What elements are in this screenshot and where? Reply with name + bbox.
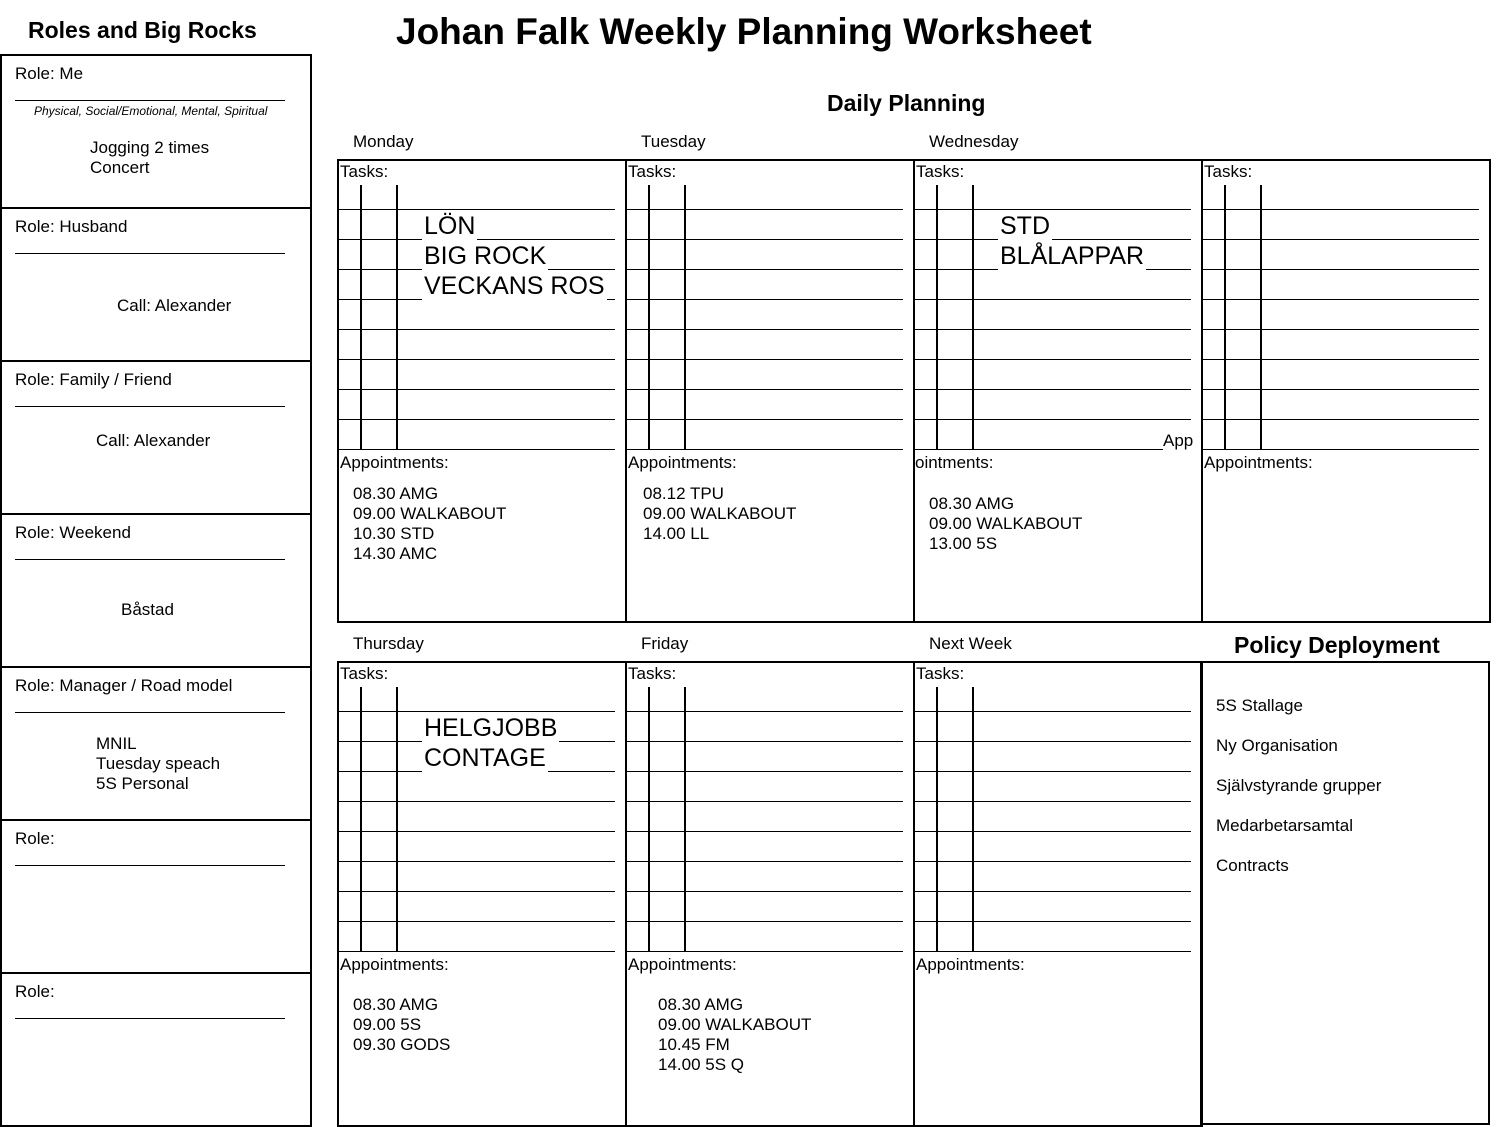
task-line bbox=[915, 741, 1191, 742]
role-label: Role: Family / Friend bbox=[15, 370, 172, 389]
day-box bbox=[913, 661, 1203, 1127]
appointments-list bbox=[929, 494, 1082, 554]
day-name: Thursday bbox=[353, 634, 424, 653]
tasks-label: Tasks: bbox=[340, 664, 389, 683]
task-priority-divider bbox=[936, 185, 938, 449]
task-priority-divider bbox=[360, 687, 362, 951]
task-line bbox=[339, 711, 615, 712]
task-priority-divider bbox=[684, 185, 686, 449]
task-line bbox=[1203, 239, 1479, 240]
role-items bbox=[90, 138, 209, 178]
task-line bbox=[1203, 419, 1479, 420]
appointments-label: Appointments: bbox=[1204, 453, 1313, 472]
task-line bbox=[627, 861, 903, 862]
task-item: CONTAGE bbox=[424, 744, 546, 772]
task-line bbox=[339, 359, 615, 360]
role-item: Call: Alexander bbox=[96, 431, 211, 450]
task-item: BIG ROCK bbox=[424, 242, 547, 270]
tasks-label: Tasks: bbox=[916, 162, 965, 181]
appointments-label: Appointments: bbox=[340, 453, 449, 472]
role-label: Role: Manager / Road model bbox=[15, 676, 233, 695]
task-line bbox=[1203, 359, 1479, 360]
task-priority-divider bbox=[1224, 185, 1226, 449]
appointment-item: 09.00 WALKABOUT bbox=[643, 504, 797, 523]
role-underline bbox=[15, 712, 285, 713]
day-name: Friday bbox=[641, 634, 689, 653]
appointment-item: 08.30 AMG bbox=[353, 995, 439, 1014]
role-item: Jogging 2 times bbox=[90, 138, 210, 157]
task-line bbox=[915, 801, 1191, 802]
role-label: Role: bbox=[15, 829, 55, 848]
appointments-list bbox=[353, 484, 506, 564]
task-line bbox=[915, 891, 1191, 892]
appointment-item: 09.30 GODS bbox=[353, 1035, 451, 1054]
appointments-label-fragment: App bbox=[1163, 431, 1194, 450]
appointment-item: 08.30 AMG bbox=[353, 484, 439, 503]
task-line bbox=[339, 891, 615, 892]
tasks-label: Tasks: bbox=[1204, 162, 1253, 181]
day-box bbox=[1201, 159, 1491, 623]
task-line bbox=[339, 861, 615, 862]
task-line bbox=[627, 951, 903, 952]
appointments-label: ointments: bbox=[915, 453, 994, 472]
tasks-label: Tasks: bbox=[628, 664, 677, 683]
policy-item: 5S Stallage bbox=[1216, 696, 1303, 715]
appointments-label: Appointments: bbox=[628, 453, 737, 472]
task-line bbox=[339, 449, 615, 450]
page-title: Johan Falk Weekly Planning Worksheet bbox=[396, 11, 1092, 52]
task-line bbox=[339, 209, 615, 210]
appointments-label: Appointments: bbox=[340, 955, 449, 974]
task-line bbox=[627, 239, 903, 240]
appointment-item: 09.00 5S bbox=[353, 1015, 422, 1034]
task-line bbox=[627, 209, 903, 210]
task-item: LÖN bbox=[424, 212, 476, 240]
task-line bbox=[1203, 299, 1479, 300]
role-item: Call: Alexander bbox=[117, 296, 232, 315]
appointment-item: 10.45 FM bbox=[658, 1035, 730, 1054]
role-items bbox=[96, 734, 220, 794]
task-line bbox=[915, 389, 1191, 390]
appointments-label: Appointments: bbox=[628, 955, 737, 974]
task-priority-divider bbox=[396, 687, 398, 951]
role-item: Tuesday speach bbox=[96, 754, 221, 773]
task-priority-divider bbox=[936, 687, 938, 951]
task-line bbox=[627, 359, 903, 360]
appointments-list bbox=[353, 995, 450, 1055]
task-line bbox=[339, 801, 615, 802]
day-name: Monday bbox=[353, 132, 414, 151]
task-priority-divider bbox=[648, 185, 650, 449]
appointment-item: 09.00 WALKABOUT bbox=[353, 504, 507, 523]
role-underline bbox=[15, 865, 285, 866]
role-label: Role: bbox=[15, 982, 55, 1001]
task-line bbox=[627, 711, 903, 712]
policy-item: Medarbetarsamtal bbox=[1216, 816, 1354, 835]
appointment-item: 09.00 WALKABOUT bbox=[929, 514, 1083, 533]
task-line bbox=[339, 419, 615, 420]
task-line bbox=[915, 921, 1191, 922]
task-line bbox=[915, 449, 1191, 450]
task-line bbox=[915, 329, 1191, 330]
appointment-item: 14.00 5S Q bbox=[658, 1055, 745, 1074]
task-line bbox=[627, 419, 903, 420]
task-line bbox=[627, 771, 903, 772]
appointments-label: Appointments: bbox=[916, 955, 1025, 974]
role-item: 5S Personal bbox=[96, 774, 189, 793]
policy-deployment-heading: Policy Deployment bbox=[1234, 632, 1440, 658]
role-item: Båstad bbox=[121, 600, 174, 619]
task-priority-divider bbox=[684, 687, 686, 951]
task-item: STD bbox=[1000, 212, 1050, 240]
task-priority-divider bbox=[1260, 185, 1262, 449]
task-line bbox=[915, 299, 1191, 300]
task-priority-divider bbox=[396, 185, 398, 449]
task-line bbox=[339, 389, 615, 390]
role-items bbox=[117, 296, 231, 316]
tasks-label: Tasks: bbox=[628, 162, 677, 181]
task-line bbox=[915, 239, 1191, 240]
role-item: Concert bbox=[90, 158, 150, 177]
task-line bbox=[627, 269, 903, 270]
role-underline bbox=[15, 100, 285, 101]
task-line bbox=[627, 299, 903, 300]
appointment-item: 13.00 5S bbox=[929, 534, 998, 553]
role-categories-hint: Physical, Social/Emotional, Mental, Spiritual bbox=[34, 104, 268, 118]
appointments-list bbox=[658, 995, 811, 1075]
tasks-label: Tasks: bbox=[340, 162, 389, 181]
daily-planning-heading: Daily Planning bbox=[827, 90, 986, 116]
task-priority-divider bbox=[648, 687, 650, 951]
role-items bbox=[96, 431, 210, 451]
role-label: Role: Weekend bbox=[15, 523, 131, 542]
role-item: MNIL bbox=[96, 734, 137, 753]
task-line bbox=[627, 831, 903, 832]
role-label: Role: Me bbox=[15, 64, 84, 83]
task-item: HELGJOBB bbox=[424, 714, 558, 742]
appointment-item: 08.30 AMG bbox=[929, 494, 1015, 513]
task-line bbox=[915, 831, 1191, 832]
task-priority-divider bbox=[972, 687, 974, 951]
task-line bbox=[627, 449, 903, 450]
appointment-item: 14.30 AMC bbox=[353, 544, 438, 563]
task-line bbox=[1203, 449, 1479, 450]
policy-deployment-box bbox=[1200, 661, 1490, 1125]
task-item: BLÅLAPPAR bbox=[1000, 242, 1145, 270]
task-priority-divider bbox=[972, 185, 974, 449]
role-underline bbox=[15, 253, 285, 254]
task-item: VECKANS ROS bbox=[424, 272, 605, 300]
task-line bbox=[339, 329, 615, 330]
task-line bbox=[1203, 269, 1479, 270]
task-line bbox=[627, 741, 903, 742]
role-underline bbox=[15, 406, 285, 407]
role-underline bbox=[15, 559, 285, 560]
task-line bbox=[339, 831, 615, 832]
appointments-list bbox=[643, 484, 796, 544]
day-box bbox=[625, 159, 915, 623]
role-items bbox=[121, 600, 174, 620]
policy-item: Ny Organisation bbox=[1216, 736, 1338, 755]
task-line bbox=[339, 921, 615, 922]
appointment-item: 14.00 LL bbox=[643, 524, 710, 543]
task-line bbox=[1203, 209, 1479, 210]
task-line bbox=[915, 209, 1191, 210]
task-line bbox=[915, 771, 1191, 772]
appointment-item: 09.00 WALKABOUT bbox=[658, 1015, 812, 1034]
day-name: Next Week bbox=[929, 634, 1012, 653]
policy-item: Contracts bbox=[1216, 856, 1289, 875]
task-line bbox=[915, 861, 1191, 862]
role-underline bbox=[15, 1018, 285, 1019]
appointment-item: 08.30 AMG bbox=[658, 995, 744, 1014]
roles-heading: Roles and Big Rocks bbox=[28, 17, 257, 43]
task-line bbox=[627, 921, 903, 922]
policy-item: Självstyrande grupper bbox=[1216, 776, 1382, 795]
task-line bbox=[1203, 329, 1479, 330]
task-line bbox=[915, 359, 1191, 360]
appointment-item: 10.30 STD bbox=[353, 524, 435, 543]
task-line bbox=[915, 711, 1191, 712]
task-line bbox=[627, 891, 903, 892]
day-name: Tuesday bbox=[641, 132, 706, 151]
task-line bbox=[627, 801, 903, 802]
task-priority-divider bbox=[360, 185, 362, 449]
task-line bbox=[915, 419, 1191, 420]
appointment-item: 08.12 TPU bbox=[643, 484, 724, 503]
role-label: Role: Husband bbox=[15, 217, 128, 236]
task-line bbox=[915, 951, 1191, 952]
tasks-label: Tasks: bbox=[916, 664, 965, 683]
task-line bbox=[627, 389, 903, 390]
task-line bbox=[627, 329, 903, 330]
task-line bbox=[339, 951, 615, 952]
day-name: Wednesday bbox=[929, 132, 1019, 151]
task-line bbox=[1203, 389, 1479, 390]
